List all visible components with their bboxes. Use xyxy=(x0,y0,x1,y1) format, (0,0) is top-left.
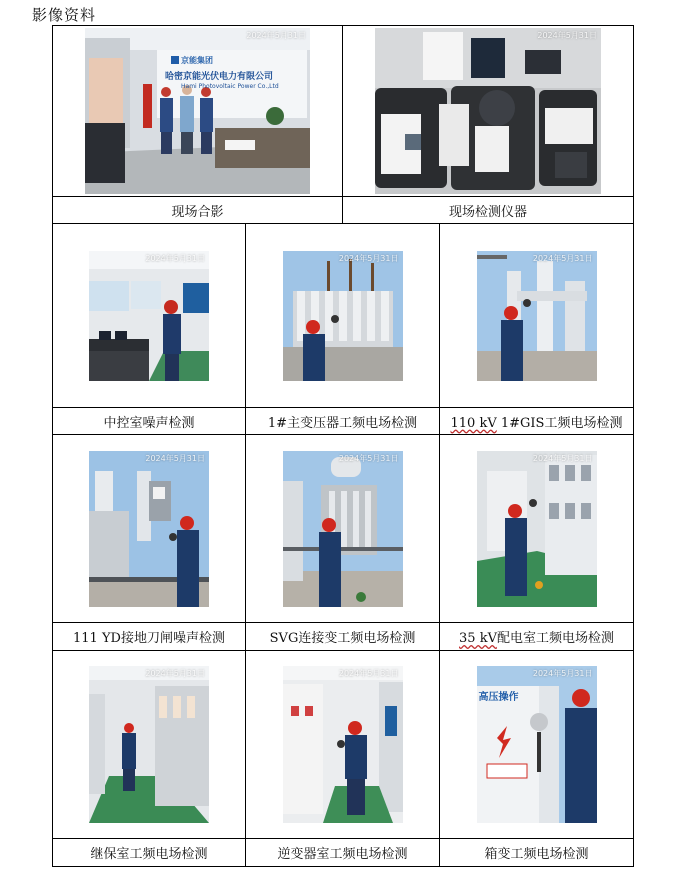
photo-caption: 继保室工频电场检测 xyxy=(90,847,208,862)
caption-cell xyxy=(246,623,440,651)
photo-control-room xyxy=(89,251,209,381)
photo-timestamp: 2024年5月31日 xyxy=(338,253,399,263)
photo-caption: 1#主变压器工频电场检测 xyxy=(267,415,418,431)
photo-caption xyxy=(451,412,623,431)
photo-gis xyxy=(477,251,597,381)
photo-cell-group xyxy=(53,26,343,197)
photo-timestamp: 2024年5月31日 xyxy=(145,453,205,463)
photo-cell xyxy=(440,651,634,839)
photo-caption: 现场检测仪器 xyxy=(448,204,527,220)
photo-caption: 箱变工频电场检测 xyxy=(484,847,589,862)
photo-timestamp: 2024年5月31日 xyxy=(532,669,593,678)
caption-voltage: 35 kV xyxy=(459,631,497,646)
photo-timestamp: 2024年5月31日 xyxy=(145,253,205,263)
photo-caption: 111 YD接地刀闸噪声检测 xyxy=(73,631,225,646)
caption-cell xyxy=(246,408,440,435)
photo-timestamp: 2024年5月31日 xyxy=(246,31,306,40)
caption-cell xyxy=(343,197,634,224)
photo-35kv-room xyxy=(477,451,597,607)
photo-box-transformer xyxy=(477,666,597,823)
caption-cell xyxy=(440,839,634,867)
photo-relay-room xyxy=(89,666,209,823)
photo-timestamp: 2024年5月31日 xyxy=(537,31,597,40)
caption-cell xyxy=(53,408,246,435)
caption-cell xyxy=(440,408,634,435)
caption-cell xyxy=(53,623,246,651)
photo-caption xyxy=(459,627,614,646)
caption-rest: 1#GIS工频电场检测 xyxy=(496,415,623,431)
photo-table xyxy=(52,25,634,867)
photo-instruments xyxy=(375,28,601,194)
box-sign-text: 高压操作 xyxy=(478,692,519,703)
banner-logo-text: 京能集团 xyxy=(181,56,213,65)
photo-timestamp: 2024年5月31日 xyxy=(532,453,593,463)
photo-main-transformer xyxy=(283,251,403,381)
photo-cell xyxy=(246,224,440,408)
photo-inverter-room xyxy=(283,666,403,823)
photo-timestamp: 2024年5月31日 xyxy=(338,669,399,678)
banner-english-name: Hami Photovoltaic Power Co.,Ltd xyxy=(181,83,279,90)
photo-cell xyxy=(440,224,634,408)
caption-rest: 配电室工频电场检测 xyxy=(496,631,614,646)
photo-caption: SVG连接变工频电场检测 xyxy=(269,631,416,646)
photo-cell xyxy=(440,435,634,623)
caption-cell xyxy=(53,839,246,867)
caption-cell xyxy=(440,623,634,651)
photo-cell xyxy=(246,435,440,623)
photo-svg-transformer xyxy=(283,451,403,607)
photo-caption: 现场合影 xyxy=(171,204,224,220)
photo-cell xyxy=(53,651,246,839)
photo-cell xyxy=(246,651,440,839)
photo-timestamp: 2024年5月31日 xyxy=(145,669,205,678)
photo-caption: 逆变器室工频电场检测 xyxy=(277,847,408,862)
caption-cell xyxy=(53,197,343,224)
photo-timestamp: 2024年5月31日 xyxy=(532,253,593,263)
caption-voltage: 110 kV xyxy=(450,415,497,431)
photo-cell-instruments xyxy=(343,26,634,197)
photo-timestamp: 2024年5月31日 xyxy=(338,453,399,463)
photo-ground-switch xyxy=(89,451,209,607)
photo-group-meeting xyxy=(85,28,310,194)
caption-cell xyxy=(246,839,440,867)
photo-cell xyxy=(53,435,246,623)
banner-company-name: 哈密京能光伏电力有限公司 xyxy=(165,72,274,82)
photo-caption: 中控室噪声检测 xyxy=(103,415,195,431)
photo-cell xyxy=(53,224,246,408)
section-heading: 影像资料 xyxy=(32,6,97,24)
